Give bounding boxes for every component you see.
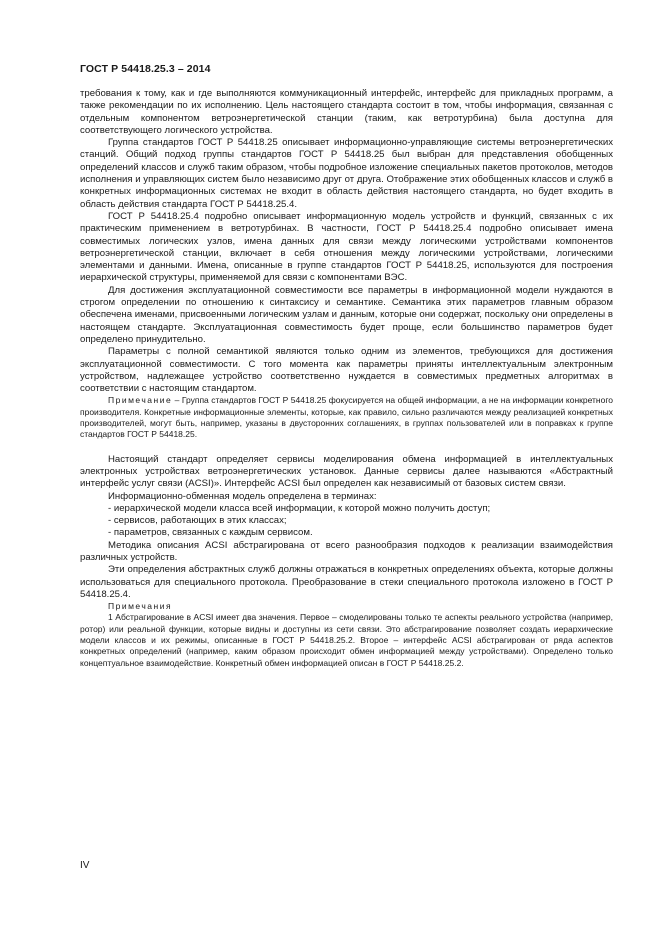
paragraph: Методика описания ACSI абстрагирована от всего разнообразия подходов к реализации взаимодействия различных устройств. bbox=[80, 539, 613, 563]
section-gap bbox=[80, 441, 613, 454]
note-label: Примечание bbox=[108, 395, 173, 406]
paragraph: Группа стандартов ГОСТ Р 54418.25 описывает информационно-управляющие системы ветроэнергетических станций. Общий подход группы стандартов ГОСТ Р 54418.25 был выбран для представления обобщенных определений классов и служб таким образом, чтобы подробное изложение специальных пакетов протоколов, методов исполнения и управляющих систем было независимо друг от друга. Отображение этих обобщенных классов и служб в конкретных информационных системах не входит в область действия настоящего стандарта, но будет входить в область действия стандарта ГОСТ Р 54418.25.4. bbox=[80, 137, 613, 210]
document-body bbox=[80, 88, 613, 669]
note-text: – Группа стандартов ГОСТ Р 54418.25 фокусируется на общей информации, а не на информации конкретного производителя. Конкретные информационные элементы, которые, как правило, сильно различаются между реализацией конкретных производителей, могут быть, например, указаны в двусторонних соглашениях, в группах пользователей или в поправках к группе стандартов ГОСТ Р 54418.25. bbox=[80, 395, 613, 440]
paragraph: Настоящий стандарт определяет сервисы моделирования обмена информацией в интеллектуальных электронных устройствах ветроэнергетических установок. Данные сервисы далее называются «Абстрактный интерфейс услуг связи (ACSI)». Интерфейс ACSI был определен как независимый от базовых систем связи. bbox=[80, 453, 613, 490]
note-item: 1 Абстрагирование в ACSI имеет два значения. Первое – смоделированы только те аспекты реального устройства (например, ротор) или реальной функции, которые видны и доступны из сети связи. Это абстрагирование позволяет создать иерархические модели классов и их режимы, описанные в ГОСТ Р 54418.25.2. Второе – интерфейс ACSI абстрагирован от ряда аспектов конкретных определений (например, каким образом происходит обмен информацией между устройствами). Определено только концептуальное взаимодействие. Конкретный обмен информацией описан в ГОСТ Р 54418.25.2. bbox=[80, 612, 613, 668]
paragraph: ГОСТ Р 54418.25.4 подробно описывает информационную модель устройств и функций, связанных с их практическим применением в ветротурбинах. В частности, ГОСТ Р 54418.25.4 подробно описывает имена совместимых логических узлов, имена данных для связи между логическими устройствами компонентов ветроэнергетической станции, включает в себя отношения между логическими устройствами, логическими элементами и данными. Имена, описанные в группе стандартов ГОСТ Р 54418.25, используются для построения иерархической структуры, применяемой для связи с компонентами ВЭС. bbox=[80, 210, 613, 284]
list-item: - сервисов, работающих в этих классах; bbox=[108, 515, 287, 527]
paragraph: Информационно-обменная модель определена в терминах: bbox=[108, 490, 377, 502]
paragraph: требования к тому, как и где выполняются коммуникационный интерфейс, интерфейс для прикладных программ, а также рекомендации по их исполнению. Цель настоящего стандарта состоит в том, чтобы информация, связанная с отдельным компонентом ветроэнергетической станции (таким, как ветротурбина) была доступна для соответствующего логического устройства. bbox=[80, 88, 613, 136]
notes-label: Примечания bbox=[108, 601, 173, 612]
document-header: ГОСТ Р 54418.25.3 – 2014 bbox=[80, 63, 211, 75]
list-item: - параметров, связанных с каждым сервисом. bbox=[108, 527, 313, 539]
list-item: - иерархической модели класса всей информации, к которой можно получить доступ; bbox=[108, 502, 491, 514]
paragraph: Параметры с полной семантикой являются только одним из элементов, требующихся для достижения эксплуатационной совместимости. С того момента как параметры приняты интеллектуальным электронным устройством, надлежащее устройство соответственно нуждается в совместимых предметных алгоритмах в соответствии с настоящим стандартом. bbox=[80, 346, 613, 395]
note bbox=[80, 395, 613, 440]
paragraph: Эти определения абстрактных служб должны отражаться в конкретных определениях объекта, которые должны использоваться для специального протокола. Преобразование в стеки специального протокола изложено в ГОСТ Р 54418.25.4. bbox=[80, 564, 613, 600]
page-number: IV bbox=[80, 860, 90, 871]
paragraph: Для достижения эксплуатационной совместимости все параметры в информационной модели нуждаются в строгом определении по отношению к синтаксису и семантике. Семантика этих параметров главным образом обеспечена именами, присвоенными логическим узлам и данным, которые они содержат, поскольку они определены в настоящем стандарте. Эксплуатационная совместимость будет проще, если большинство параметров будет определено принудительно. bbox=[80, 284, 613, 345]
